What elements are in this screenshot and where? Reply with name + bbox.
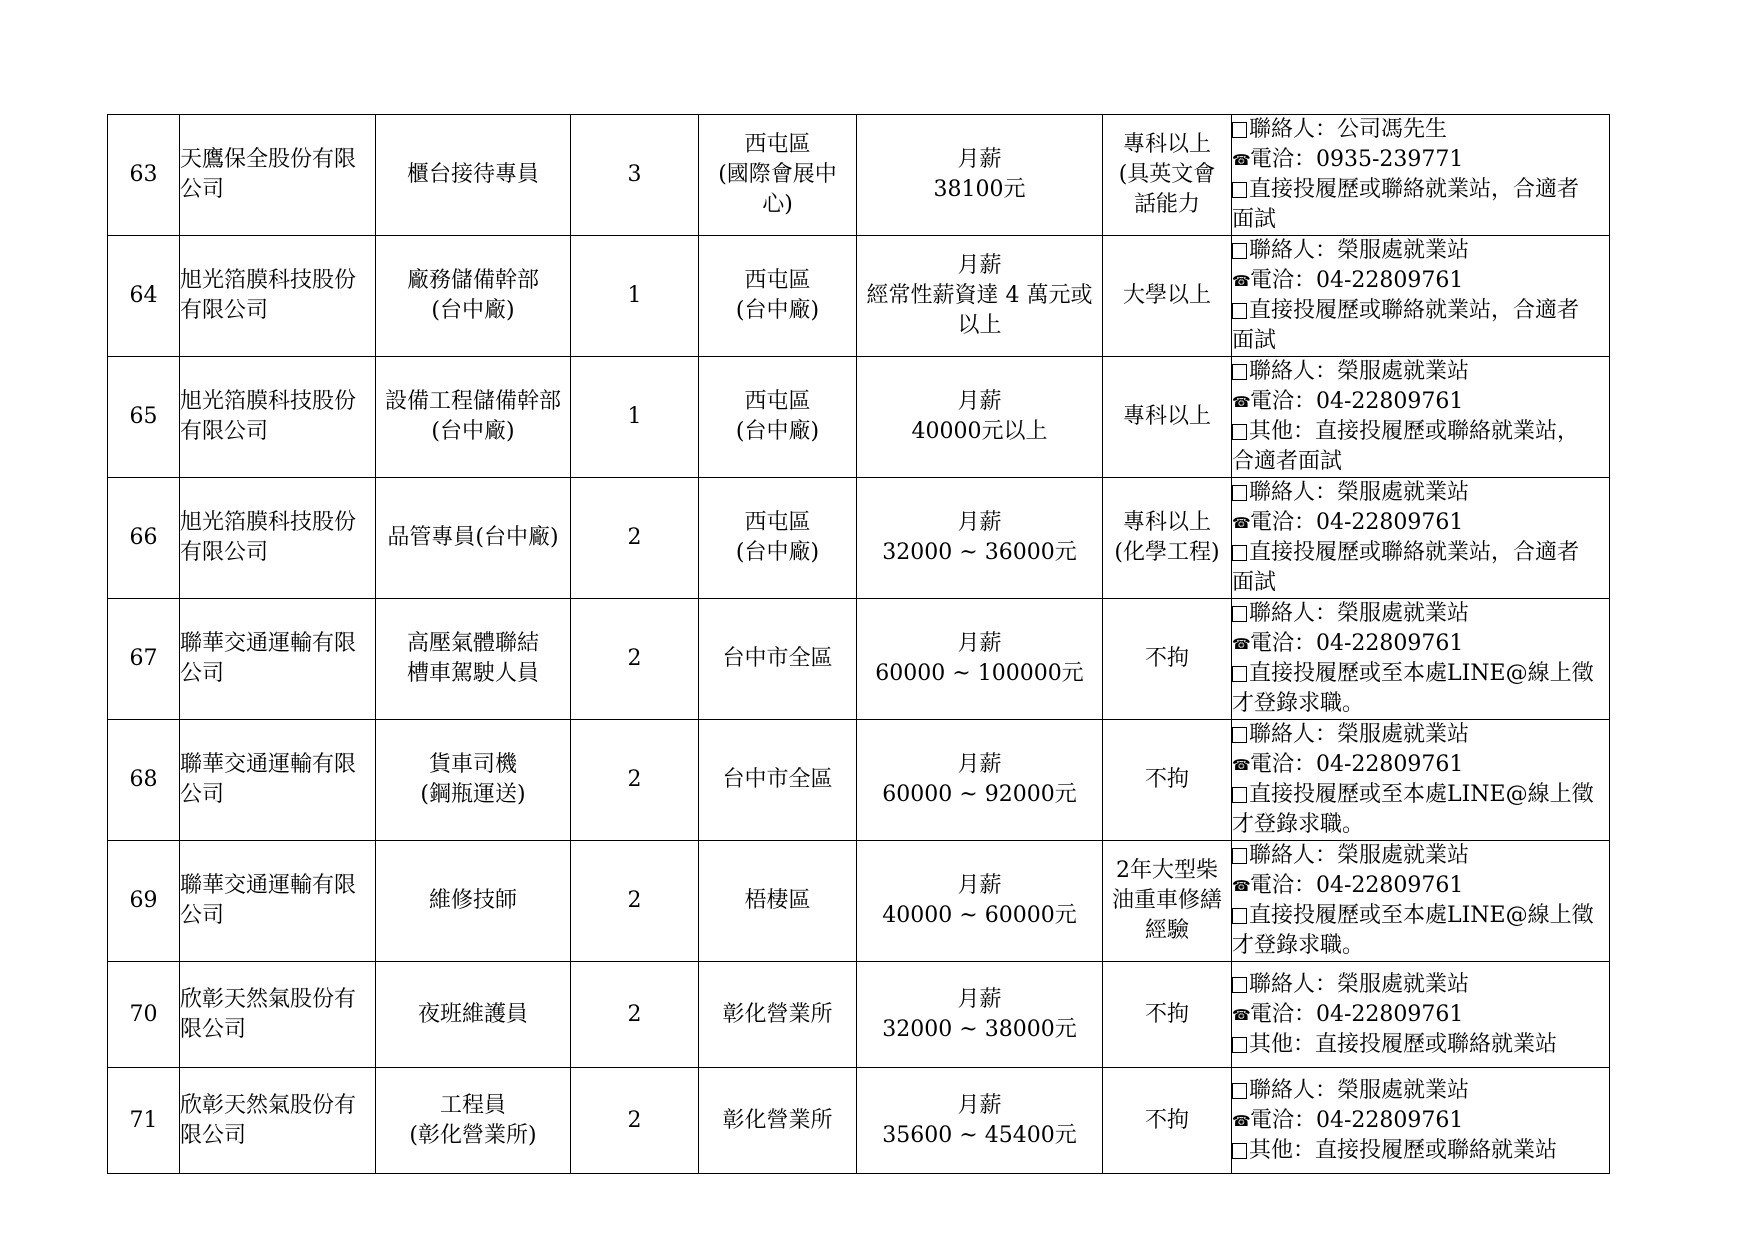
openings-count: 1: [571, 236, 699, 357]
position-title-line: 維修技師: [428, 888, 517, 913]
checkbox-icon: [1232, 1143, 1247, 1159]
row-number: 71: [108, 1068, 180, 1174]
education-requirement-line: 話能力: [1133, 192, 1200, 217]
education-requirement-line: 經驗: [1144, 918, 1189, 943]
salary-line: 60000 ~ 100000元: [875, 661, 1084, 686]
contact-person-text: 聯絡人：榮服處就業站: [1249, 480, 1470, 505]
checkbox-icon: [1232, 848, 1247, 864]
company-name-line: 有限公司: [180, 419, 269, 444]
table-row: [108, 236, 1610, 357]
contact-person: [1232, 1076, 1609, 1106]
work-location: [699, 478, 857, 599]
row-number: 65: [108, 357, 180, 478]
openings-count: 2: [571, 599, 699, 720]
contact-method: [1232, 659, 1609, 689]
contact-person: [1232, 720, 1609, 750]
position-title: [376, 720, 571, 841]
position-title: [376, 599, 571, 720]
contact-person: [1232, 236, 1609, 266]
checkbox-icon: [1232, 727, 1247, 743]
position-title: [376, 357, 571, 478]
checkbox-icon: [1232, 122, 1247, 138]
position-title: [376, 841, 571, 962]
position-title: [376, 236, 571, 357]
openings-count: 2: [571, 1068, 699, 1174]
contact-method-text: 直接投履歷或聯絡就業站，合適者: [1249, 540, 1580, 565]
phone-icon: ☎: [1232, 151, 1251, 169]
table-row: [108, 962, 1610, 1068]
table-row: [108, 720, 1610, 841]
contact-person-text: 聯絡人：榮服處就業站: [1249, 971, 1470, 997]
checkbox-icon: [1232, 977, 1247, 993]
work-location-line: 梧棲區: [744, 888, 811, 913]
company-name: [180, 115, 376, 236]
checkbox-icon: [1232, 364, 1247, 380]
checkbox-icon: [1232, 606, 1247, 622]
openings-count: 2: [571, 841, 699, 962]
education-requirement: [1103, 357, 1232, 478]
company-name: [180, 478, 376, 599]
salary-line: 月薪: [957, 873, 1002, 898]
openings-count: 2: [571, 478, 699, 599]
work-location-line: 心): [762, 192, 793, 217]
contact-method: [1232, 901, 1609, 931]
company-name-line: 天鷹保全股份有限: [180, 147, 357, 172]
checkbox-icon: [1232, 182, 1247, 198]
checkbox-icon: [1232, 1083, 1247, 1099]
work-location: [699, 962, 857, 1068]
openings-count: 3: [571, 115, 699, 236]
checkbox-icon: [1232, 303, 1247, 319]
salary: [857, 1068, 1103, 1174]
company-name-line: 公司: [180, 661, 225, 686]
phone-icon: ☎: [1232, 756, 1251, 774]
contact-info: [1232, 962, 1610, 1068]
company-name-line: 聯華交通運輸有限: [180, 631, 357, 656]
row-number: 67: [108, 599, 180, 720]
row-number: 70: [108, 962, 180, 1068]
position-title: [376, 478, 571, 599]
company-name-line: 欣彰天然氣股份有: [180, 1092, 357, 1118]
position-title-line: 櫃台接待專員: [406, 162, 539, 187]
salary-line: 40000元以上: [911, 419, 1048, 444]
contact-phone-text: 電洽：04-22809761: [1250, 1107, 1464, 1133]
contact-method-text: 直接投履歷或至本處LINE@線上徵: [1249, 782, 1594, 807]
contact-person-text: 聯絡人：榮服處就業站: [1249, 359, 1470, 384]
salary-line: 月薪: [957, 631, 1002, 656]
job-listing-table: [107, 114, 1610, 1174]
education-requirement: [1103, 236, 1232, 357]
phone-icon: ☎: [1232, 635, 1251, 653]
openings-count: 2: [571, 962, 699, 1068]
position-title-line: 貨車司機: [428, 752, 517, 777]
work-location: [699, 236, 857, 357]
contact-phone-text: 電洽：04-22809761: [1250, 873, 1464, 898]
education-requirement-line: 專科以上: [1122, 132, 1211, 157]
contact-person: [1232, 599, 1609, 629]
salary: [857, 357, 1103, 478]
contact-method-continued: 面試: [1232, 207, 1277, 232]
education-requirement-line: 不拘: [1144, 646, 1189, 671]
position-title: [376, 1068, 571, 1174]
salary-line: 月薪: [957, 389, 1002, 414]
work-location-line: 西屯區: [744, 389, 811, 414]
company-name: [180, 962, 376, 1068]
company-name-line: 限公司: [180, 1122, 247, 1148]
salary-line: 月薪: [957, 752, 1002, 777]
job-rows: [108, 115, 1610, 1174]
contact-person-text: 聯絡人：榮服處就業站: [1249, 722, 1470, 747]
contact-phone: [1232, 145, 1609, 175]
company-name-line: 旭光箔膜科技股份: [180, 510, 357, 535]
education-requirement-line: 不拘: [1144, 1001, 1189, 1027]
openings-count: 2: [571, 720, 699, 841]
contact-method: [1232, 780, 1609, 810]
company-name-line: 公司: [180, 903, 225, 928]
contact-phone-text: 電洽：04-22809761: [1250, 268, 1464, 293]
row-number: 66: [108, 478, 180, 599]
contact-info: [1232, 478, 1610, 599]
education-requirement: [1103, 115, 1232, 236]
contact-phone: [1232, 871, 1609, 901]
contact-info: [1232, 1068, 1610, 1174]
company-name-line: 限公司: [180, 1016, 247, 1042]
contact-method: [1232, 1136, 1609, 1166]
checkbox-icon: [1232, 424, 1247, 440]
table-row: [108, 599, 1610, 720]
contact-method-continued: 才登錄求職。: [1232, 933, 1365, 958]
company-name-line: 聯華交通運輸有限: [180, 873, 357, 898]
table-row: [108, 478, 1610, 599]
work-location: [699, 357, 857, 478]
phone-icon: ☎: [1232, 514, 1251, 532]
contact-info: [1232, 720, 1610, 841]
checkbox-icon: [1232, 666, 1247, 682]
contact-phone: [1232, 266, 1609, 296]
education-requirement: [1103, 841, 1232, 962]
contact-person-text: 聯絡人：榮服處就業站: [1249, 238, 1470, 263]
contact-method-continued: 面試: [1232, 570, 1277, 595]
contact-method-continued: 才登錄求職。: [1232, 812, 1365, 837]
contact-person-text: 聯絡人：榮服處就業站: [1249, 601, 1470, 626]
contact-method: [1232, 296, 1609, 326]
salary: [857, 115, 1103, 236]
education-requirement: [1103, 599, 1232, 720]
contact-method-text: 直接投履歷或聯絡就業站，合適者: [1249, 298, 1580, 323]
work-location-line: (台中廠): [735, 298, 820, 323]
work-location: [699, 720, 857, 841]
salary-line: 月薪: [957, 147, 1002, 172]
work-location-line: 彰化營業所: [722, 1107, 833, 1133]
company-name: [180, 841, 376, 962]
contact-person-text: 聯絡人：公司馮先生: [1249, 117, 1448, 142]
contact-phone: [1232, 1106, 1609, 1136]
company-name: [180, 720, 376, 841]
work-location-line: 西屯區: [744, 268, 811, 293]
phone-icon: ☎: [1232, 1005, 1251, 1024]
salary-line: 月薪: [957, 1092, 1002, 1118]
contact-method-text: 其他：直接投履歷或聯絡就業站: [1249, 1137, 1558, 1163]
phone-icon: ☎: [1232, 877, 1251, 895]
contact-phone: [1232, 629, 1609, 659]
contact-method: [1232, 175, 1609, 205]
education-requirement-line: 2年大型柴: [1116, 858, 1218, 883]
contact-phone-text: 電洽：04-22809761: [1250, 752, 1464, 777]
contact-method: [1232, 417, 1609, 447]
salary-line: 經常性薪資達 4 萬元或: [866, 283, 1093, 308]
checkbox-icon: [1232, 545, 1247, 561]
contact-person: [1232, 478, 1609, 508]
salary-line: 38100元: [933, 177, 1026, 202]
position-title: [376, 962, 571, 1068]
phone-icon: ☎: [1232, 393, 1251, 411]
contact-person: [1232, 841, 1609, 871]
salary: [857, 962, 1103, 1068]
work-location-line: 西屯區: [744, 510, 811, 535]
company-name-line: 公司: [180, 782, 225, 807]
position-title-line: 廠務儲備幹部: [406, 268, 539, 293]
salary-line: 月薪: [957, 253, 1002, 278]
checkbox-icon: [1232, 243, 1247, 259]
contact-person-text: 聯絡人：榮服處就業站: [1249, 1077, 1470, 1103]
contact-phone-text: 電洽：04-22809761: [1250, 389, 1464, 414]
work-location-line: 西屯區: [744, 132, 811, 157]
salary-line: 35600 ~ 45400元: [882, 1122, 1077, 1148]
contact-method-continued: 才登錄求職。: [1232, 691, 1365, 716]
row-number: 64: [108, 236, 180, 357]
contact-method-text: 直接投履歷或聯絡就業站，合適者: [1249, 177, 1580, 202]
education-requirement-line: 專科以上: [1122, 404, 1211, 429]
work-location-line: 彰化營業所: [722, 1001, 833, 1027]
education-requirement-line: 油重車修繕: [1111, 888, 1222, 913]
company-name-line: 旭光箔膜科技股份: [180, 268, 357, 293]
contact-phone-text: 電洽：0935-239771: [1250, 147, 1464, 172]
education-requirement: [1103, 1068, 1232, 1174]
contact-phone-text: 電洽：04-22809761: [1250, 510, 1464, 535]
work-location: [699, 599, 857, 720]
checkbox-icon: [1232, 485, 1247, 501]
openings-count: 1: [571, 357, 699, 478]
salary-line: 40000 ~ 60000元: [882, 903, 1077, 928]
salary-line: 月薪: [957, 510, 1002, 535]
contact-info: [1232, 841, 1610, 962]
company-name: [180, 357, 376, 478]
salary: [857, 236, 1103, 357]
salary-line: 32000 ~ 36000元: [882, 540, 1077, 565]
salary: [857, 720, 1103, 841]
salary: [857, 478, 1103, 599]
contact-method: [1232, 1030, 1609, 1060]
contact-phone-text: 電洽：04-22809761: [1250, 631, 1464, 656]
work-location: [699, 1068, 857, 1174]
position-title-line: 工程員: [439, 1092, 506, 1118]
work-location: [699, 115, 857, 236]
position-title-line: 槽車駕駛人員: [406, 661, 539, 686]
contact-info: [1232, 357, 1610, 478]
work-location-line: 台中市全區: [722, 646, 833, 671]
contact-method-text: 其他：直接投履歷或聯絡就業站，: [1249, 419, 1580, 444]
checkbox-icon: [1232, 787, 1247, 803]
salary: [857, 599, 1103, 720]
salary-line: 32000 ~ 38000元: [882, 1016, 1077, 1042]
education-requirement: [1103, 478, 1232, 599]
table-row: [108, 1068, 1610, 1174]
row-number: 63: [108, 115, 180, 236]
company-name-line: 聯華交通運輸有限: [180, 752, 357, 777]
position-title-line: 設備工程儲備幹部: [384, 389, 561, 414]
company-name-line: 欣彰天然氣股份有: [180, 986, 357, 1012]
company-name: [180, 236, 376, 357]
contact-method-continued: 面試: [1232, 328, 1277, 353]
work-location-line: (台中廠): [735, 540, 820, 565]
table-row: [108, 357, 1610, 478]
phone-icon: ☎: [1232, 272, 1251, 290]
company-name-line: 公司: [180, 177, 225, 202]
contact-method: [1232, 538, 1609, 568]
contact-info: [1232, 236, 1610, 357]
position-title-line: (台中廠): [431, 298, 515, 323]
salary: [857, 841, 1103, 962]
contact-method-text: 直接投履歷或至本處LINE@線上徵: [1249, 903, 1594, 928]
position-title-line: 高壓氣體聯結: [406, 631, 539, 656]
position-title-line: (台中廠): [431, 419, 515, 444]
contact-phone: [1232, 750, 1609, 780]
education-requirement: [1103, 962, 1232, 1068]
company-name-line: 有限公司: [180, 298, 269, 323]
contact-person: [1232, 357, 1609, 387]
contact-person-text: 聯絡人：榮服處就業站: [1249, 843, 1470, 868]
contact-info: [1232, 115, 1610, 236]
checkbox-icon: [1232, 908, 1247, 924]
contact-phone-text: 電洽：04-22809761: [1250, 1001, 1464, 1027]
row-number: 68: [108, 720, 180, 841]
company-name: [180, 599, 376, 720]
contact-phone: [1232, 508, 1609, 538]
table-row: [108, 115, 1610, 236]
salary-line: 60000 ~ 92000元: [882, 782, 1077, 807]
salary-line: 以上: [957, 313, 1002, 338]
company-name: [180, 1068, 376, 1174]
position-title-line: 品管專員(台中廠): [387, 525, 559, 550]
contact-info: [1232, 599, 1610, 720]
contact-phone: [1232, 387, 1609, 417]
education-requirement: [1103, 720, 1232, 841]
education-requirement-line: (具英文會: [1118, 162, 1216, 187]
position-title: [376, 115, 571, 236]
education-requirement-line: (化學工程): [1114, 540, 1220, 565]
salary-line: 月薪: [957, 986, 1002, 1012]
table-row: [108, 841, 1610, 962]
work-location-line: 台中市全區: [722, 767, 833, 792]
education-requirement-line: 專科以上: [1122, 510, 1211, 535]
company-name-line: 有限公司: [180, 540, 269, 565]
contact-method-text: 直接投履歷或至本處LINE@線上徵: [1249, 661, 1594, 686]
position-title-line: (彰化營業所): [409, 1122, 537, 1148]
contact-method-continued: 合適者面試: [1232, 449, 1343, 474]
contact-person: [1232, 970, 1609, 1000]
education-requirement-line: 不拘: [1144, 767, 1189, 792]
education-requirement-line: 大學以上: [1122, 283, 1211, 308]
work-location-line: (台中廠): [735, 419, 820, 444]
contact-method-text: 其他：直接投履歷或聯絡就業站: [1249, 1031, 1558, 1057]
phone-icon: ☎: [1232, 1111, 1251, 1130]
work-location: [699, 841, 857, 962]
contact-person: [1232, 115, 1609, 145]
position-title-line: 夜班維護員: [417, 1001, 528, 1027]
company-name-line: 旭光箔膜科技股份: [180, 389, 357, 414]
education-requirement-line: 不拘: [1144, 1107, 1189, 1133]
contact-phone: [1232, 1000, 1609, 1030]
position-title-line: (鋼瓶運送): [420, 782, 526, 807]
row-number: 69: [108, 841, 180, 962]
work-location-line: (國際會展中: [718, 162, 837, 187]
checkbox-icon: [1232, 1037, 1247, 1053]
